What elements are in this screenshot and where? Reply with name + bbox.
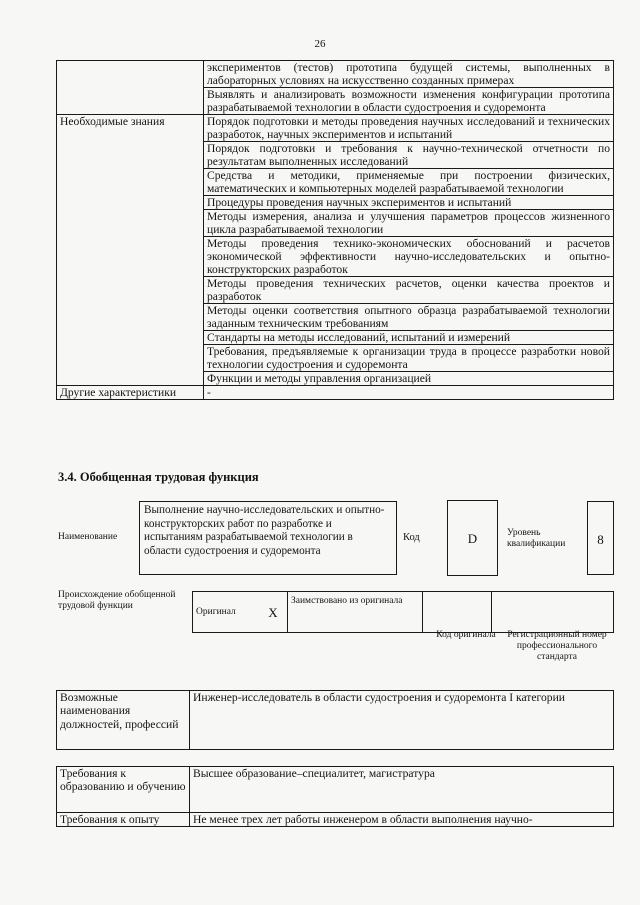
level-value-box: 8 — [587, 501, 614, 575]
origin-label: Происхождение обобщенной трудовой функции — [58, 590, 176, 611]
table-cell: Выявлять и анализировать возможности изменения конфигурации прототипа разрабатываемой технологии в области судостроения и судоремонта — [204, 88, 614, 115]
origin-table — [192, 591, 614, 633]
name-label: Наименование — [58, 532, 118, 542]
table-cell: Порядок подготовки и требования к научно-технической отчетности по результатам выполненных исследований — [204, 142, 614, 169]
table-cell: экспериментов (тестов) прототипа будущей системы, выполненных в лабораторных условиях на искусственно созданных примерах — [204, 61, 614, 88]
original-label: Оригинал — [193, 592, 260, 633]
experience-label: Требования к опыту — [57, 813, 190, 827]
table-cell: Порядок подготовки и методы проведения научных исследований и технических разработок, научных экспериментов и испытаний — [204, 115, 614, 142]
table-row — [57, 115, 614, 142]
table-cell: Функции и методы управления организацией — [204, 372, 614, 386]
row-label — [57, 61, 204, 115]
table-cell: Методы проведения технико-экономических обоснований и расчетов экономической эффективности научно-исследовательских и опытно-конструкторских разработок — [204, 237, 614, 277]
education-value: Высшее образование–специалитет, магистратура — [190, 767, 614, 813]
reg-number-cell — [492, 592, 614, 633]
table-cell: Требования, предъявляемые к организации труда в процессе разработки новой технологии судостроения и судоремонта — [204, 345, 614, 372]
borrowed-label: Заимствовано из оригинала — [288, 592, 423, 633]
education-label: Требования к образованию и обучению — [57, 767, 190, 813]
table-cell: Методы проведения технических расчетов, оценки качества проектов и разработок — [204, 277, 614, 304]
table-row — [57, 61, 614, 88]
table-cell: Стандарты на методы исследований, испытаний и измерений — [204, 331, 614, 345]
table-row — [57, 813, 614, 827]
table-cell: Средства и методики, применяемые при построении физических, математических и компьютерных моделей разрабатываемой технологии — [204, 169, 614, 196]
code-label: Код — [403, 532, 420, 543]
table-cell: Процедуры проведения научных экспериментов и испытаний — [204, 196, 614, 210]
function-name-box: Выполнение научно-исследовательских и опытно-конструкторских работ по разработке и испытаниям разрабатываемой технологии в области судостроения и судоремонта — [139, 501, 397, 575]
experience-value: Не менее трех лет работы инженером в области выполнения научно- — [190, 813, 614, 827]
level-label: Уровень квалификации — [507, 528, 566, 549]
positions-label: Возможные наименования должностей, профессий — [57, 691, 190, 750]
code-original-cell — [423, 592, 492, 633]
row-label-knowledge: Необходимые знания — [57, 115, 204, 386]
original-mark: X — [259, 592, 288, 633]
table-cell: Методы оценки соответствия опытного образца разрабатываемой технологии заданным техническим требованиям — [204, 304, 614, 331]
section-title: 3.4. Обобщенная трудовая функция — [58, 470, 259, 484]
code-original-label: Код оригинала — [436, 630, 496, 640]
table-row — [57, 386, 614, 400]
reg-number-label: Регистрационный номер профессионального стандарта — [507, 630, 607, 662]
table-row — [57, 767, 614, 813]
table-row — [57, 691, 614, 750]
table-cell: Методы измерения, анализа и улучшения параметров процессов жизненного цикла разрабатываемой технологии — [204, 210, 614, 237]
qualifications-table — [56, 60, 614, 400]
requirements-table — [56, 766, 614, 827]
page-number: 26 — [314, 38, 326, 50]
row-label-other: Другие характеристики — [57, 386, 204, 400]
positions-value: Инженер-исследователь в области судостроения и судоремонта I категории — [190, 691, 614, 750]
table-cell: - — [204, 386, 614, 400]
code-value-box: D — [447, 500, 498, 576]
positions-table — [56, 690, 614, 750]
table-row — [193, 592, 614, 633]
